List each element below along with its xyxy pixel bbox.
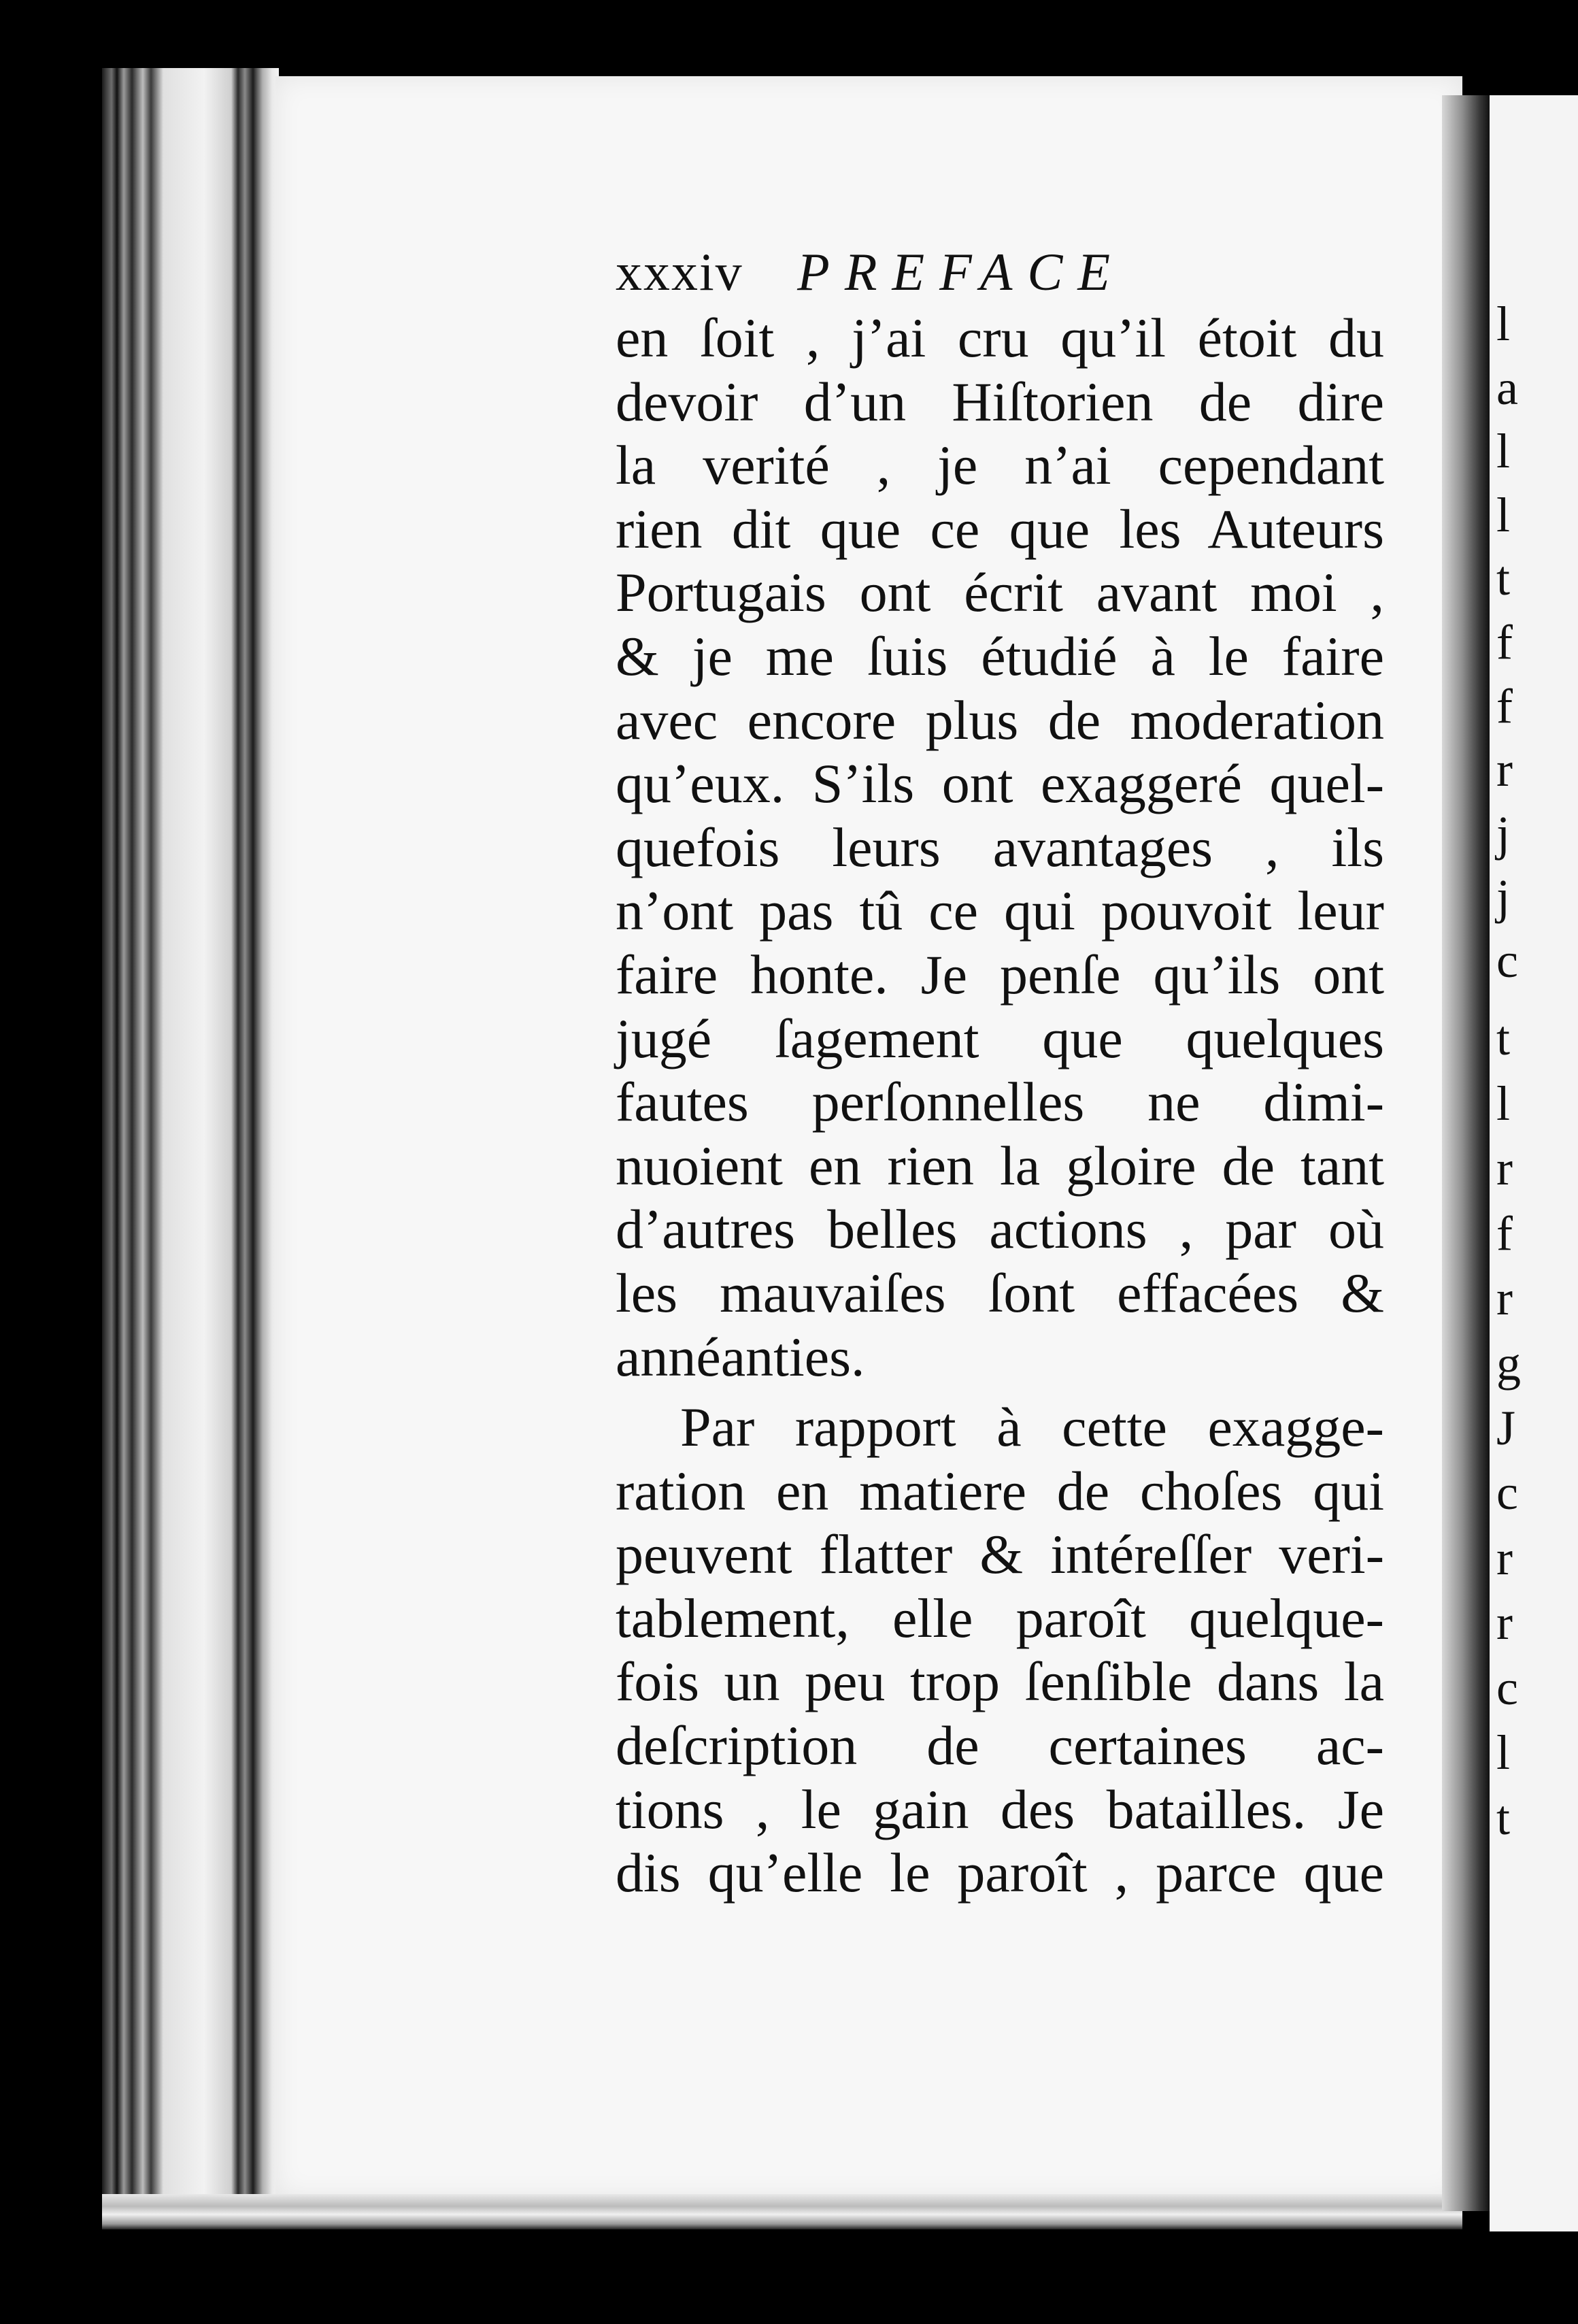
text-line: fautes perſonnelles ne dimi- <box>616 1071 1384 1133</box>
page-number: xxxiv <box>616 242 743 301</box>
book-page-edges <box>102 68 279 2225</box>
paragraph-gap <box>616 1389 1384 1395</box>
text-line: rien dit que ce que les Auteurs <box>616 497 1384 560</box>
facing-page-fragment: j <box>1496 869 1511 925</box>
facing-page-fragment: r <box>1496 1271 1513 1326</box>
running-head: PREFACE <box>797 242 1126 301</box>
facing-page-fragment: c <box>1496 1660 1518 1715</box>
text-line: tions , le gain des batailles. Je <box>616 1778 1384 1840</box>
text-line: annéanties. <box>616 1325 865 1388</box>
text-line: d’autres belles actions , par où <box>616 1198 1384 1261</box>
text-line: peuvent flatter & intéreſſer veri- <box>616 1523 1384 1586</box>
facing-page-fragment: r <box>1496 742 1513 797</box>
facing-page-fragment: a <box>1496 360 1518 415</box>
body-text <box>616 306 1384 1905</box>
facing-page-fragment: j <box>1496 806 1511 861</box>
text-line: n’ont pas tû ce qui pouvoit leur <box>616 880 1384 942</box>
text-line: devoir d’un Hiſtorien de dire <box>616 370 1384 433</box>
facing-page-fragment: r <box>1496 1530 1513 1585</box>
text-line: les mauvaiſes ſont effacées & <box>616 1261 1384 1324</box>
text-line: fois un peu trop ſenſible dans la <box>616 1650 1384 1713</box>
text-line: qu’eux. S’ils ont exaggeré quel- <box>616 752 1384 815</box>
facing-page-fragment: t <box>1496 1790 1511 1845</box>
text-line: jugé ſagement que quelques <box>616 1007 1384 1069</box>
page-header <box>616 242 1125 303</box>
text-line: nuoient en rien la gloire de tant <box>616 1134 1384 1197</box>
text-line: dis qu’elle le paroît , parce que <box>616 1842 1384 1904</box>
text-line: la verité , je n’ai cependant <box>616 434 1384 497</box>
text-line: quefois leurs avantages , ils <box>616 816 1384 878</box>
facing-page-fragment: r <box>1496 1141 1513 1196</box>
facing-page-fragment: J <box>1496 1401 1516 1456</box>
text-line: deſcription de certaines ac- <box>616 1714 1384 1777</box>
text-line: en ſoit , j’ai cru qu’il étoit du <box>616 307 1384 369</box>
text-line: avec encore plus de moderation <box>616 688 1384 751</box>
facing-page-fragment: g <box>1496 1335 1521 1391</box>
facing-page-fragment: f <box>1496 1206 1513 1261</box>
facing-page-fragment: f <box>1496 678 1513 733</box>
facing-page-fragment: l <box>1496 1076 1511 1131</box>
text-line: tablement, elle paroît quelque- <box>616 1587 1384 1649</box>
facing-page-fragment: t <box>1496 551 1511 606</box>
facing-page-fragment: l <box>1496 424 1511 479</box>
text-line: faire honte. Je penſe qu’ils ont <box>616 943 1384 1006</box>
text-line: Par rapport à cette exagge- <box>680 1396 1384 1459</box>
book-bottom-edge <box>102 2194 1462 2229</box>
text-line: Portugais ont écrit avant moi , <box>616 561 1384 624</box>
facing-page-fragment: f <box>1496 615 1513 669</box>
gutter-shadow <box>1442 95 1490 2211</box>
facing-page-fragment: l <box>1496 487 1511 542</box>
facing-page-fragment: l <box>1496 297 1511 351</box>
facing-page-fragment: t <box>1496 1011 1511 1066</box>
facing-page-fragment: c <box>1496 1465 1518 1521</box>
text-line: ration en matiere de choſes qui <box>616 1459 1384 1522</box>
facing-page-fragment: r <box>1496 1595 1513 1650</box>
facing-page-fragment: c <box>1496 933 1518 988</box>
paragraph-1 <box>616 306 1384 1389</box>
facing-page-fragment: l <box>1496 1725 1511 1780</box>
text-line: & je me ſuis étudié à le faire <box>616 625 1384 687</box>
paragraph-2 <box>616 1395 1384 1905</box>
